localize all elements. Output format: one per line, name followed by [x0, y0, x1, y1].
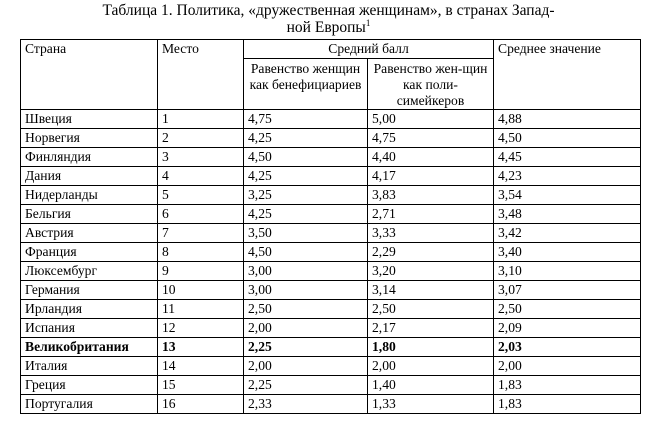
cell-rank: 13	[158, 338, 244, 357]
cell-country: Дания	[21, 167, 158, 186]
cell-rank: 4	[158, 167, 244, 186]
header-rank: Место	[158, 40, 244, 110]
cell-equality-beneficiaries: 4,50	[244, 243, 368, 262]
table-row	[21, 205, 641, 224]
cell-country: Ирландия	[21, 300, 158, 319]
cell-mean-value: 1,83	[494, 376, 641, 395]
cell-mean-value: 3,10	[494, 262, 641, 281]
cell-mean-value: 3,48	[494, 205, 641, 224]
table-row	[21, 243, 641, 262]
cell-country: Норвегия	[21, 129, 158, 148]
cell-equality-beneficiaries: 2,50	[244, 300, 368, 319]
cell-rank: 9	[158, 262, 244, 281]
header-equality-policymakers: Равенство жен-щин как поли-симейкеров	[368, 59, 494, 110]
cell-equality-policymakers: 4,17	[368, 167, 494, 186]
cell-country: Нидерланды	[21, 186, 158, 205]
cell-equality-beneficiaries: 4,50	[244, 148, 368, 167]
cell-equality-beneficiaries: 4,25	[244, 129, 368, 148]
footnote-marker: 1	[365, 17, 371, 28]
caption-line-1: Таблица 1. Политика, «дружественная женщинам», в странах Запад-	[102, 2, 555, 19]
cell-equality-beneficiaries: 4,25	[244, 205, 368, 224]
cell-country: Испания	[21, 319, 158, 338]
cell-rank: 10	[158, 281, 244, 300]
table-row	[21, 224, 641, 243]
cell-rank: 6	[158, 205, 244, 224]
cell-equality-policymakers: 2,17	[368, 319, 494, 338]
cell-mean-value: 2,03	[494, 338, 641, 357]
cell-country: Финляндия	[21, 148, 158, 167]
cell-mean-value: 3,42	[494, 224, 641, 243]
header-equality-beneficiaries: Равенство женщин как бенефициариев	[244, 59, 368, 110]
table-row	[21, 300, 641, 319]
table-row	[21, 281, 641, 300]
cell-mean-value: 2,09	[494, 319, 641, 338]
cell-mean-value: 2,50	[494, 300, 641, 319]
cell-country: Греция	[21, 376, 158, 395]
cell-equality-policymakers: 2,71	[368, 205, 494, 224]
cell-equality-beneficiaries: 3,00	[244, 281, 368, 300]
table-body	[21, 110, 641, 414]
cell-mean-value: 2,00	[494, 357, 641, 376]
table-row	[21, 395, 641, 414]
cell-rank: 1	[158, 110, 244, 129]
table-row	[21, 338, 641, 357]
cell-equality-policymakers: 1,33	[368, 395, 494, 414]
cell-country: Швеция	[21, 110, 158, 129]
cell-mean-value: 4,23	[494, 167, 641, 186]
table-caption	[0, 2, 657, 36]
cell-rank: 15	[158, 376, 244, 395]
cell-mean-value: 3,40	[494, 243, 641, 262]
table-row	[21, 357, 641, 376]
caption-line-2-text: ной Европы	[286, 19, 366, 36]
cell-mean-value: 3,07	[494, 281, 641, 300]
cell-equality-policymakers: 3,14	[368, 281, 494, 300]
cell-mean-value: 4,50	[494, 129, 641, 148]
table-row	[21, 376, 641, 395]
caption-line-2	[0, 19, 657, 36]
header-mean-value: Среднее значение	[494, 40, 641, 110]
table-row	[21, 319, 641, 338]
cell-equality-policymakers: 1,40	[368, 376, 494, 395]
cell-equality-beneficiaries: 3,50	[244, 224, 368, 243]
cell-country: Австрия	[21, 224, 158, 243]
cell-country: Бельгия	[21, 205, 158, 224]
table-row	[21, 167, 641, 186]
cell-equality-policymakers: 2,29	[368, 243, 494, 262]
cell-equality-policymakers: 5,00	[368, 110, 494, 129]
ranking-table	[20, 39, 641, 414]
cell-equality-policymakers: 3,33	[368, 224, 494, 243]
cell-equality-beneficiaries: 2,00	[244, 357, 368, 376]
cell-equality-policymakers: 4,75	[368, 129, 494, 148]
cell-mean-value: 3,54	[494, 186, 641, 205]
cell-country: Италия	[21, 357, 158, 376]
cell-equality-policymakers: 1,80	[368, 338, 494, 357]
cell-rank: 2	[158, 129, 244, 148]
cell-equality-policymakers: 2,50	[368, 300, 494, 319]
cell-rank: 5	[158, 186, 244, 205]
cell-equality-beneficiaries: 2,33	[244, 395, 368, 414]
cell-equality-policymakers: 3,83	[368, 186, 494, 205]
cell-equality-policymakers: 2,00	[368, 357, 494, 376]
header-row-1	[21, 40, 641, 59]
cell-equality-beneficiaries: 4,75	[244, 110, 368, 129]
table-row	[21, 148, 641, 167]
cell-country: Португалия	[21, 395, 158, 414]
cell-equality-beneficiaries: 3,25	[244, 186, 368, 205]
cell-mean-value: 4,45	[494, 148, 641, 167]
cell-rank: 8	[158, 243, 244, 262]
cell-equality-beneficiaries: 2,25	[244, 376, 368, 395]
table-row	[21, 110, 641, 129]
cell-rank: 7	[158, 224, 244, 243]
cell-rank: 3	[158, 148, 244, 167]
cell-country: Франция	[21, 243, 158, 262]
cell-rank: 14	[158, 357, 244, 376]
cell-equality-beneficiaries: 2,25	[244, 338, 368, 357]
cell-rank: 16	[158, 395, 244, 414]
header-average-score: Средний балл	[244, 40, 494, 59]
cell-rank: 11	[158, 300, 244, 319]
table-row	[21, 186, 641, 205]
cell-equality-policymakers: 3,20	[368, 262, 494, 281]
table-row	[21, 129, 641, 148]
cell-rank: 12	[158, 319, 244, 338]
table-row	[21, 262, 641, 281]
cell-equality-policymakers: 4,40	[368, 148, 494, 167]
cell-country: Великобритания	[21, 338, 158, 357]
cell-mean-value: 1,83	[494, 395, 641, 414]
header-country: Страна	[21, 40, 158, 110]
cell-mean-value: 4,88	[494, 110, 641, 129]
cell-country: Германия	[21, 281, 158, 300]
cell-equality-beneficiaries: 3,00	[244, 262, 368, 281]
cell-equality-beneficiaries: 4,25	[244, 167, 368, 186]
cell-country: Люксембург	[21, 262, 158, 281]
cell-equality-beneficiaries: 2,00	[244, 319, 368, 338]
